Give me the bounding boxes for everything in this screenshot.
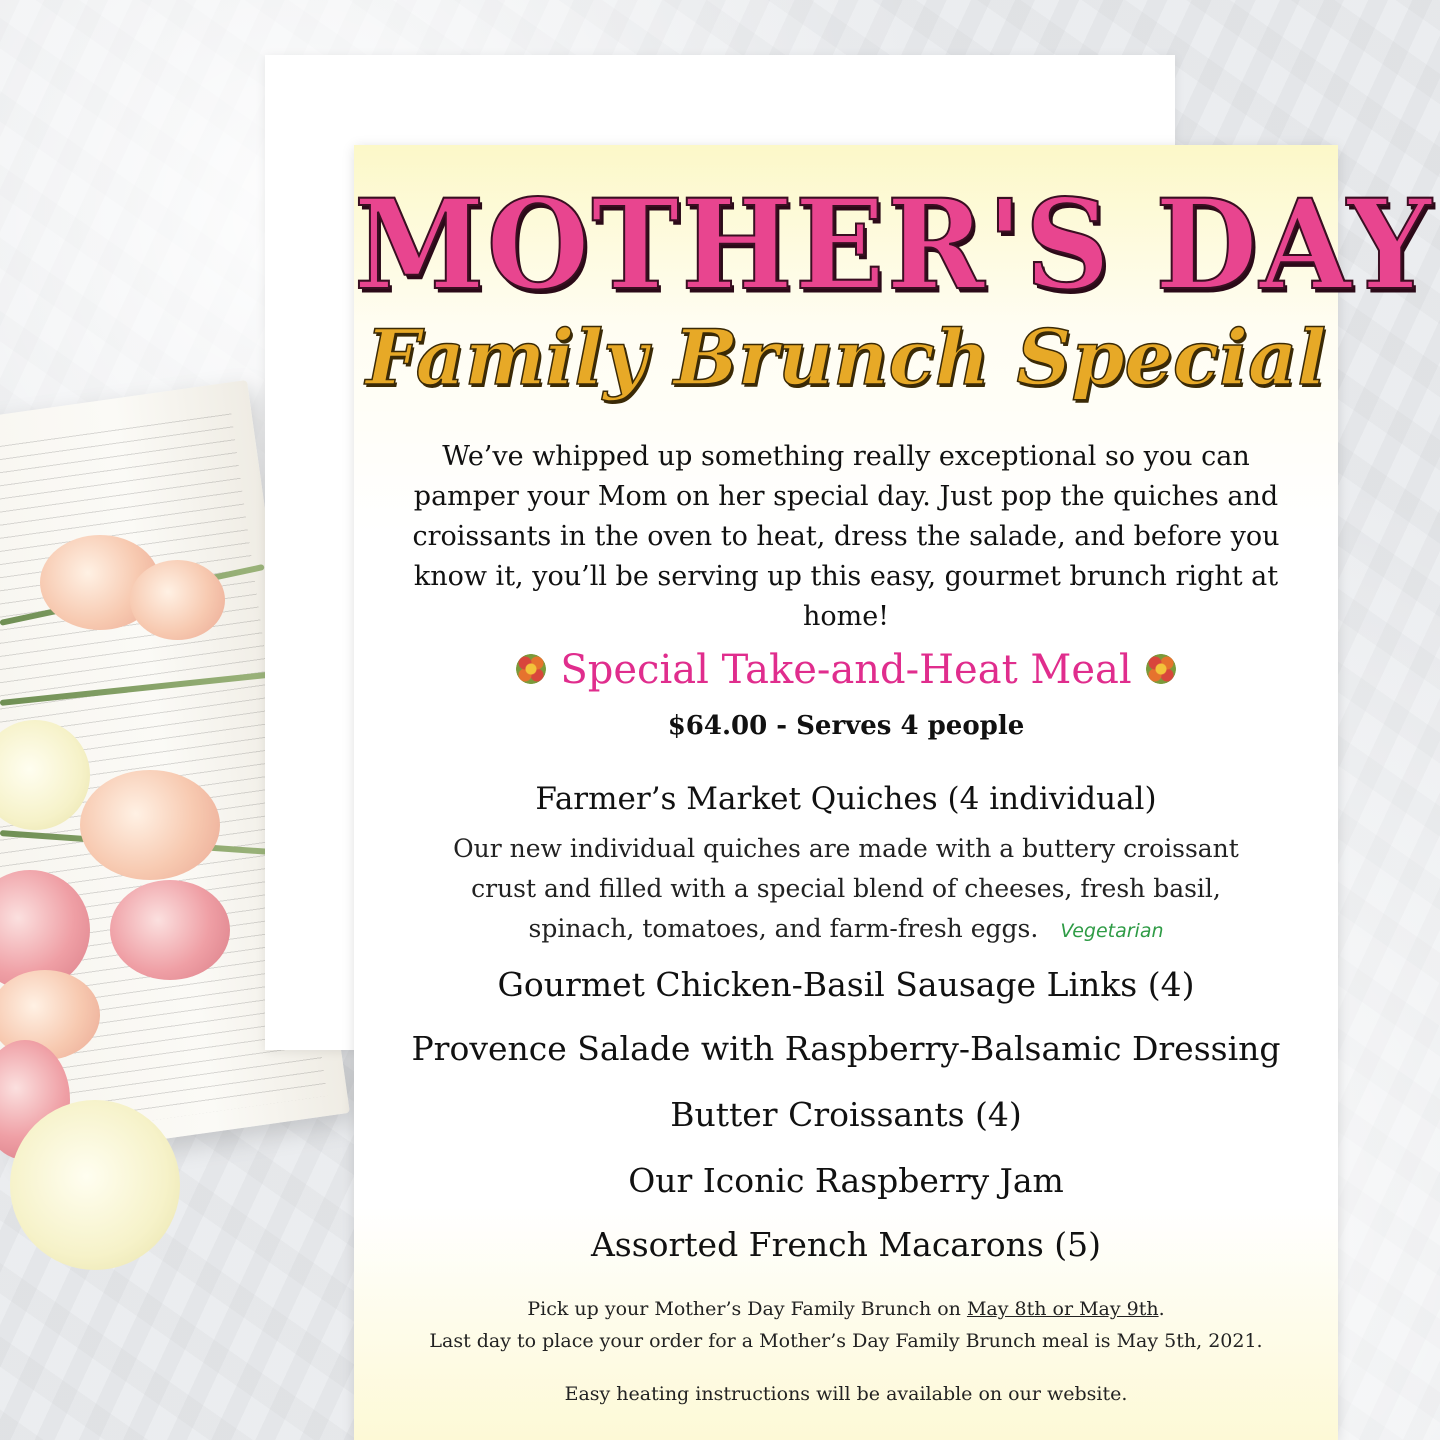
- peach-flower: [130, 560, 225, 640]
- brunch-flyer: [354, 145, 1434, 1440]
- flyer-title: MOTHER'S DAY: [354, 171, 1434, 318]
- pickup-dates: May 8th or May 9th: [966, 1298, 1159, 1320]
- menu-item-quiches: Farmer’s Market Quiches (4 individual): [535, 781, 1157, 817]
- menu-item-jam: Our Iconic Raspberry Jam: [628, 1161, 1064, 1200]
- menu-item-macarons: Assorted French Macarons (5): [590, 1225, 1102, 1264]
- quiche-description-text: Our new individual quiches are made with a buttery croissant crust and filled with a special blend of cheeses, fresh basil, spinach, tomatoes, and farm-fresh eggs.: [453, 834, 1239, 943]
- intro-paragraph: We’ve whipped up something really exceptional so you can pamper your Mom on her special day. Just pop the quiches and croissants in the oven to heat, dress the salade, and before you know it, you’ll be serving up this easy, gourmet brunch right at home!: [412, 441, 1280, 632]
- quiche-description: [424, 829, 1268, 951]
- vegetarian-tag: Vegetarian: [1060, 920, 1164, 942]
- order-deadline: Last day to place your order for a Mother’s Day Family Brunch meal is May 5th, 2021.: [429, 1330, 1263, 1352]
- cream-flower: [10, 1100, 180, 1270]
- menu-item-salade: Provence Salade with Raspberry-Balsamic Dressing: [411, 1029, 1281, 1068]
- menu-item-sausage: Gourmet Chicken-Basil Sausage Links (4): [497, 965, 1195, 1004]
- pink-flower: [110, 880, 230, 980]
- pickup-info: [384, 1293, 1308, 1357]
- menu-item-croissants: Butter Croissants (4): [670, 1095, 1022, 1134]
- flyer-subtitle: Family Brunch Special: [365, 313, 1327, 402]
- flower-rosette-icon: [1146, 654, 1176, 684]
- peach-flower: [80, 770, 220, 880]
- meal-heading: [354, 647, 1338, 693]
- pickup-suffix: .: [1158, 1298, 1165, 1320]
- heating-note: Easy heating instructions will be available on our website.: [564, 1383, 1128, 1405]
- flower-rosette-icon: [516, 654, 546, 684]
- meal-heading-text: Special Take-and-Heat Meal: [560, 647, 1132, 693]
- pickup-prefix: Pick up your Mother’s Day Family Brunch on: [527, 1298, 967, 1320]
- price-line: $64.00 - Serves 4 people: [667, 711, 1025, 741]
